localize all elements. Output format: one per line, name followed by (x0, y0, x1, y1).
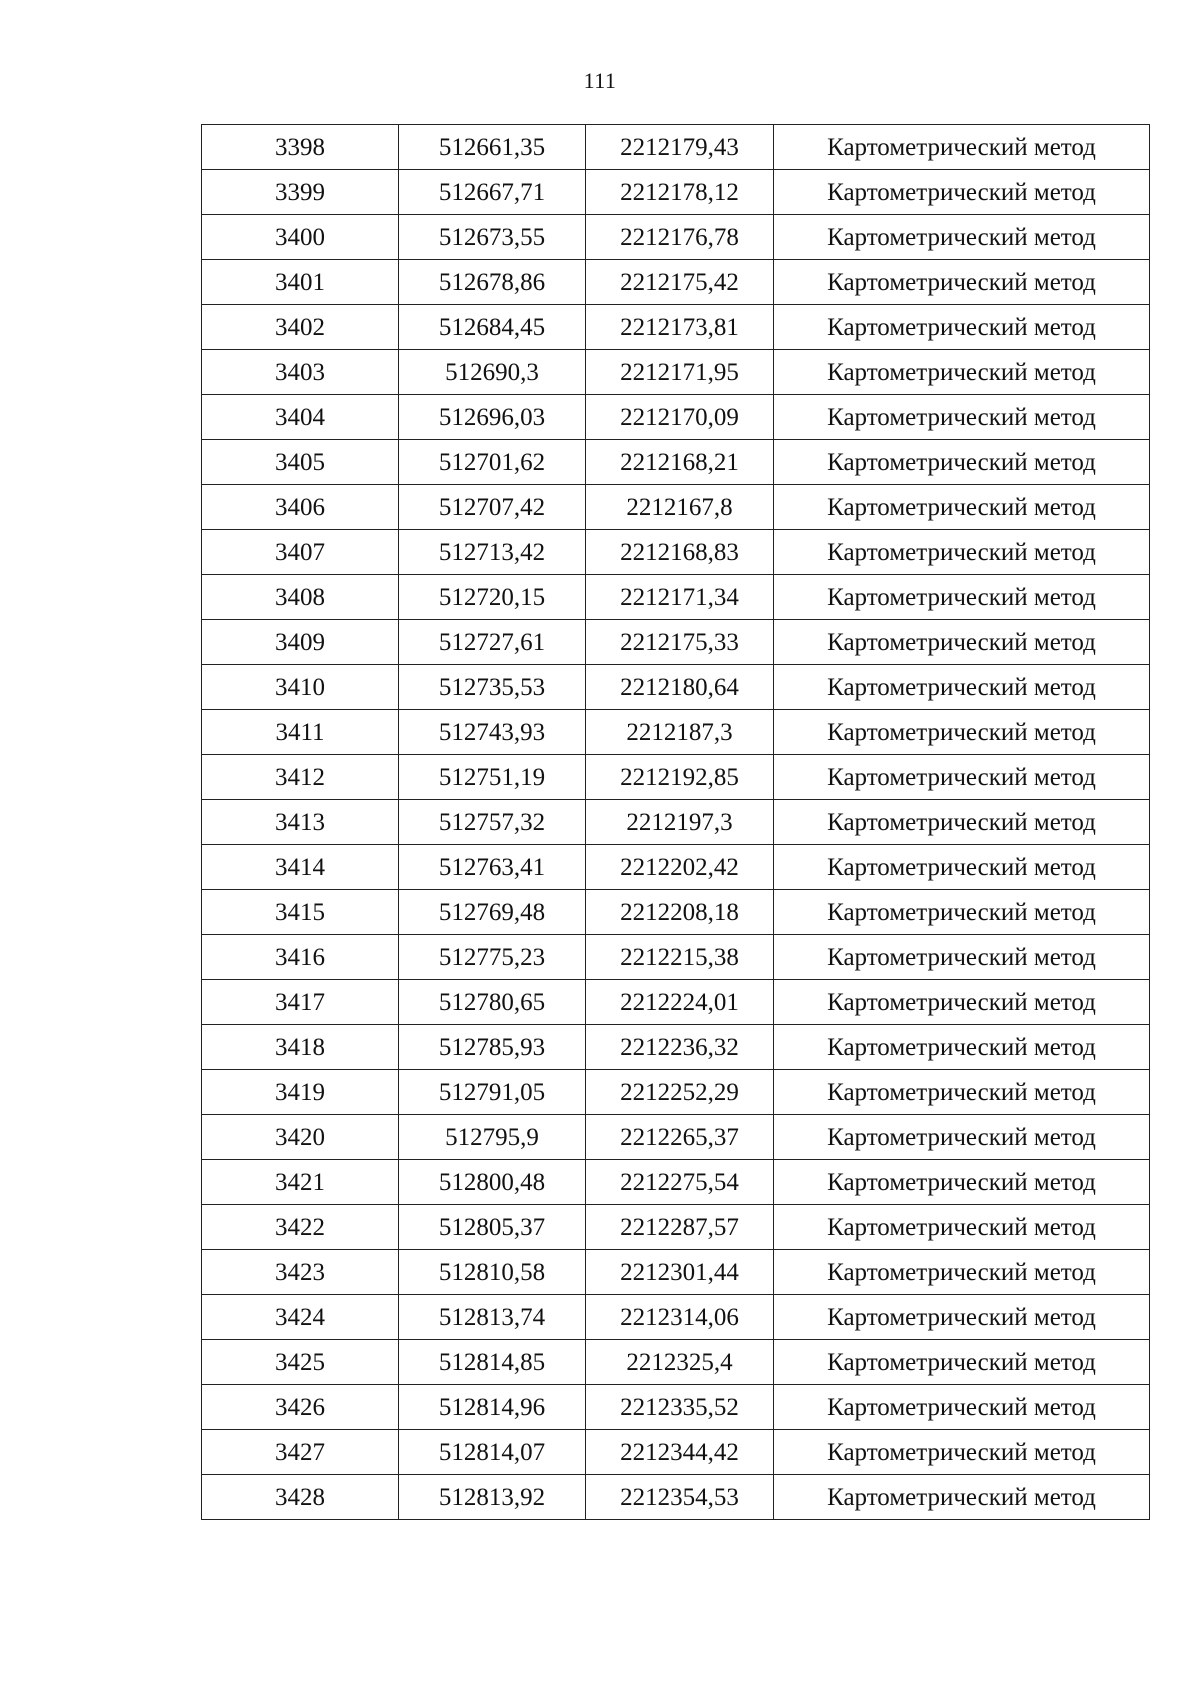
method-cell: Картометрический метод (774, 1430, 1150, 1475)
y-coordinate-cell: 2212180,64 (586, 665, 774, 710)
method-cell: Картометрический метод (774, 1205, 1150, 1250)
x-coordinate-cell: 512751,19 (399, 755, 586, 800)
method-cell: Картометрический метод (774, 575, 1150, 620)
point-number-cell: 3407 (202, 530, 399, 575)
table-row (202, 125, 1150, 170)
point-number-cell: 3421 (202, 1160, 399, 1205)
point-number-cell: 3404 (202, 395, 399, 440)
method-cell: Картометрический метод (774, 1475, 1150, 1520)
x-coordinate-cell: 512701,62 (399, 440, 586, 485)
y-coordinate-cell: 2212192,85 (586, 755, 774, 800)
table-row (202, 1070, 1150, 1115)
method-cell: Картометрический метод (774, 215, 1150, 260)
point-number-cell: 3424 (202, 1295, 399, 1340)
point-number-cell: 3412 (202, 755, 399, 800)
x-coordinate-cell: 512713,42 (399, 530, 586, 575)
point-number-cell: 3410 (202, 665, 399, 710)
point-number-cell: 3411 (202, 710, 399, 755)
method-cell: Картометрический метод (774, 1385, 1150, 1430)
method-cell: Картометрический метод (774, 485, 1150, 530)
y-coordinate-cell: 2212170,09 (586, 395, 774, 440)
table-row (202, 1295, 1150, 1340)
method-cell: Картометрический метод (774, 620, 1150, 665)
point-number-cell: 3408 (202, 575, 399, 620)
page-number: 111 (583, 68, 617, 93)
point-number-cell: 3423 (202, 1250, 399, 1295)
method-cell: Картометрический метод (774, 260, 1150, 305)
y-coordinate-cell: 2212187,3 (586, 710, 774, 755)
table-row (202, 710, 1150, 755)
y-coordinate-cell: 2212171,95 (586, 350, 774, 395)
table-row (202, 260, 1150, 305)
table-row (202, 575, 1150, 620)
method-cell: Картометрический метод (774, 980, 1150, 1025)
method-cell: Картометрический метод (774, 665, 1150, 710)
point-number-cell: 3406 (202, 485, 399, 530)
table-row (202, 620, 1150, 665)
x-coordinate-cell: 512814,85 (399, 1340, 586, 1385)
method-cell: Картометрический метод (774, 755, 1150, 800)
y-coordinate-cell: 2212301,44 (586, 1250, 774, 1295)
method-cell: Картометрический метод (774, 350, 1150, 395)
x-coordinate-cell: 512673,55 (399, 215, 586, 260)
point-number-cell: 3409 (202, 620, 399, 665)
x-coordinate-cell: 512735,53 (399, 665, 586, 710)
y-coordinate-cell: 2212176,78 (586, 215, 774, 260)
table-row (202, 1250, 1150, 1295)
x-coordinate-cell: 512775,23 (399, 935, 586, 980)
point-number-cell: 3422 (202, 1205, 399, 1250)
table-row (202, 1160, 1150, 1205)
point-number-cell: 3427 (202, 1430, 399, 1475)
method-cell: Картометрический метод (774, 1160, 1150, 1205)
y-coordinate-cell: 2212325,4 (586, 1340, 774, 1385)
method-cell: Картометрический метод (774, 1295, 1150, 1340)
point-number-cell: 3400 (202, 215, 399, 260)
method-cell: Картометрический метод (774, 710, 1150, 755)
table-row (202, 1340, 1150, 1385)
point-number-cell: 3405 (202, 440, 399, 485)
y-coordinate-cell: 2212252,29 (586, 1070, 774, 1115)
x-coordinate-cell: 512805,37 (399, 1205, 586, 1250)
method-cell: Картометрический метод (774, 1025, 1150, 1070)
method-cell: Картометрический метод (774, 530, 1150, 575)
x-coordinate-cell: 512720,15 (399, 575, 586, 620)
x-coordinate-cell: 512661,35 (399, 125, 586, 170)
x-coordinate-cell: 512814,07 (399, 1430, 586, 1475)
y-coordinate-cell: 2212168,21 (586, 440, 774, 485)
table-row (202, 980, 1150, 1025)
point-number-cell: 3419 (202, 1070, 399, 1115)
y-coordinate-cell: 2212175,33 (586, 620, 774, 665)
table-row (202, 485, 1150, 530)
table-row (202, 530, 1150, 575)
table-row (202, 755, 1150, 800)
point-number-cell: 3428 (202, 1475, 399, 1520)
table-row (202, 215, 1150, 260)
table-row (202, 305, 1150, 350)
method-cell: Картометрический метод (774, 1070, 1150, 1115)
y-coordinate-cell: 2212335,52 (586, 1385, 774, 1430)
y-coordinate-cell: 2212171,34 (586, 575, 774, 620)
x-coordinate-cell: 512684,45 (399, 305, 586, 350)
method-cell: Картометрический метод (774, 800, 1150, 845)
x-coordinate-cell: 512813,74 (399, 1295, 586, 1340)
table-row (202, 1385, 1150, 1430)
y-coordinate-cell: 2212202,42 (586, 845, 774, 890)
method-cell: Картометрический метод (774, 935, 1150, 980)
method-cell: Картометрический метод (774, 305, 1150, 350)
table-row (202, 350, 1150, 395)
method-cell: Картометрический метод (774, 845, 1150, 890)
point-number-cell: 3403 (202, 350, 399, 395)
table-row (202, 1025, 1150, 1070)
y-coordinate-cell: 2212275,54 (586, 1160, 774, 1205)
point-number-cell: 3418 (202, 1025, 399, 1070)
point-number-cell: 3413 (202, 800, 399, 845)
y-coordinate-cell: 2212354,53 (586, 1475, 774, 1520)
table-row (202, 395, 1150, 440)
x-coordinate-cell: 512810,58 (399, 1250, 586, 1295)
x-coordinate-cell: 512780,65 (399, 980, 586, 1025)
y-coordinate-cell: 2212224,01 (586, 980, 774, 1025)
table-row (202, 800, 1150, 845)
point-number-cell: 3414 (202, 845, 399, 890)
point-number-cell: 3415 (202, 890, 399, 935)
method-cell: Картометрический метод (774, 125, 1150, 170)
x-coordinate-cell: 512667,71 (399, 170, 586, 215)
y-coordinate-cell: 2212208,18 (586, 890, 774, 935)
x-coordinate-cell: 512743,93 (399, 710, 586, 755)
x-coordinate-cell: 512727,61 (399, 620, 586, 665)
x-coordinate-cell: 512707,42 (399, 485, 586, 530)
y-coordinate-cell: 2212215,38 (586, 935, 774, 980)
method-cell: Картометрический метод (774, 1115, 1150, 1160)
table-row (202, 845, 1150, 890)
y-coordinate-cell: 2212167,8 (586, 485, 774, 530)
y-coordinate-cell: 2212197,3 (586, 800, 774, 845)
x-coordinate-cell: 512678,86 (399, 260, 586, 305)
point-number-cell: 3402 (202, 305, 399, 350)
x-coordinate-cell: 512696,03 (399, 395, 586, 440)
y-coordinate-cell: 2212179,43 (586, 125, 774, 170)
y-coordinate-cell: 2212236,32 (586, 1025, 774, 1070)
y-coordinate-cell: 2212178,12 (586, 170, 774, 215)
y-coordinate-cell: 2212265,37 (586, 1115, 774, 1160)
table-row (202, 935, 1150, 980)
point-number-cell: 3425 (202, 1340, 399, 1385)
table-row (202, 1430, 1150, 1475)
x-coordinate-cell: 512813,92 (399, 1475, 586, 1520)
method-cell: Картометрический метод (774, 395, 1150, 440)
y-coordinate-cell: 2212168,83 (586, 530, 774, 575)
x-coordinate-cell: 512791,05 (399, 1070, 586, 1115)
x-coordinate-cell: 512690,3 (399, 350, 586, 395)
x-coordinate-cell: 512800,48 (399, 1160, 586, 1205)
table-row (202, 1205, 1150, 1250)
table-row (202, 440, 1150, 485)
x-coordinate-cell: 512757,32 (399, 800, 586, 845)
coordinates-table-body (202, 125, 1150, 1520)
point-number-cell: 3398 (202, 125, 399, 170)
x-coordinate-cell: 512795,9 (399, 1115, 586, 1160)
point-number-cell: 3420 (202, 1115, 399, 1160)
table-row (202, 665, 1150, 710)
point-number-cell: 3417 (202, 980, 399, 1025)
point-number-cell: 3399 (202, 170, 399, 215)
method-cell: Картометрический метод (774, 1250, 1150, 1295)
x-coordinate-cell: 512763,41 (399, 845, 586, 890)
method-cell: Картометрический метод (774, 1340, 1150, 1385)
x-coordinate-cell: 512769,48 (399, 890, 586, 935)
point-number-cell: 3416 (202, 935, 399, 980)
point-number-cell: 3401 (202, 260, 399, 305)
point-number-cell: 3426 (202, 1385, 399, 1430)
y-coordinate-cell: 2212175,42 (586, 260, 774, 305)
y-coordinate-cell: 2212344,42 (586, 1430, 774, 1475)
x-coordinate-cell: 512785,93 (399, 1025, 586, 1070)
table-row (202, 170, 1150, 215)
method-cell: Картометрический метод (774, 170, 1150, 215)
y-coordinate-cell: 2212287,57 (586, 1205, 774, 1250)
coordinates-table (201, 124, 1150, 1520)
y-coordinate-cell: 2212173,81 (586, 305, 774, 350)
method-cell: Картометрический метод (774, 890, 1150, 935)
method-cell: Картометрический метод (774, 440, 1150, 485)
table-row (202, 1115, 1150, 1160)
x-coordinate-cell: 512814,96 (399, 1385, 586, 1430)
table-row (202, 1475, 1150, 1520)
table-row (202, 890, 1150, 935)
y-coordinate-cell: 2212314,06 (586, 1295, 774, 1340)
